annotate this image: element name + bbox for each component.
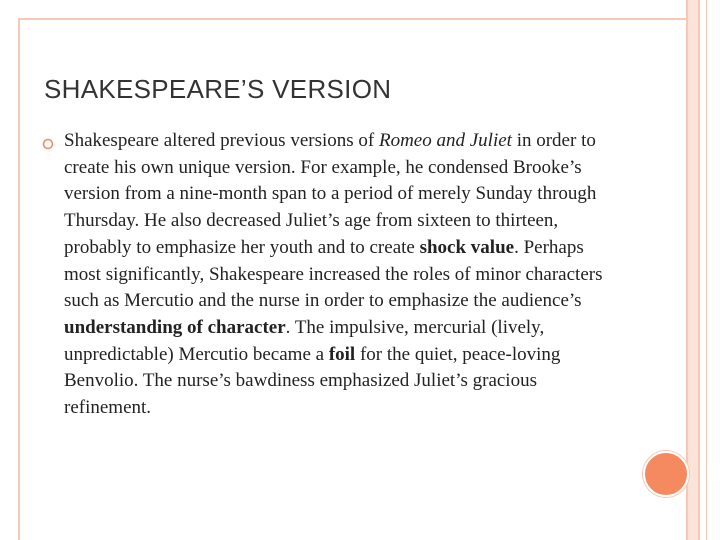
frame-right-line (686, 0, 688, 540)
body-paragraph (64, 128, 624, 422)
paragraph-run: Romeo and Juliet (378, 130, 512, 151)
paragraph-run: . Perhaps most significantly, Shakespeare increased the roles of minor characters such as Mercutio and the nurse in order to emphasize the audience’s (64, 236, 603, 312)
frame-right-line (706, 0, 707, 540)
paragraph-run: understanding of character (64, 316, 286, 338)
paragraph-run: shock value (419, 236, 515, 258)
paragraph-run: . The impulsive, mercurial (lively, unpredictable) Mercutio became a (64, 316, 545, 365)
paragraph-run: in order to create his own unique version. For example, he condensed Brooke’s version from a nine-month span to a period of merely Sunday through Thursday. He also decreased Juliet’s age from sixteen to thirteen, probably to emphasize her youth and to create (64, 130, 597, 258)
frame-top-line (18, 18, 686, 20)
paragraph-run: foil (328, 343, 356, 365)
frame-right-line (698, 0, 700, 540)
paragraph-run: Shakespeare altered previous versions of (64, 130, 379, 151)
decorative-circle-icon (643, 451, 689, 497)
slide-title: SHAKESPEARE’S VERSION (44, 74, 392, 104)
hollow-circle-bullet-icon (42, 138, 54, 150)
paragraph-run: for the quiet, peace-loving Benvolio. The nurse’s bawdiness emphasized Juliet’s gracious refinement. (64, 343, 561, 419)
frame-left-line (18, 18, 20, 540)
